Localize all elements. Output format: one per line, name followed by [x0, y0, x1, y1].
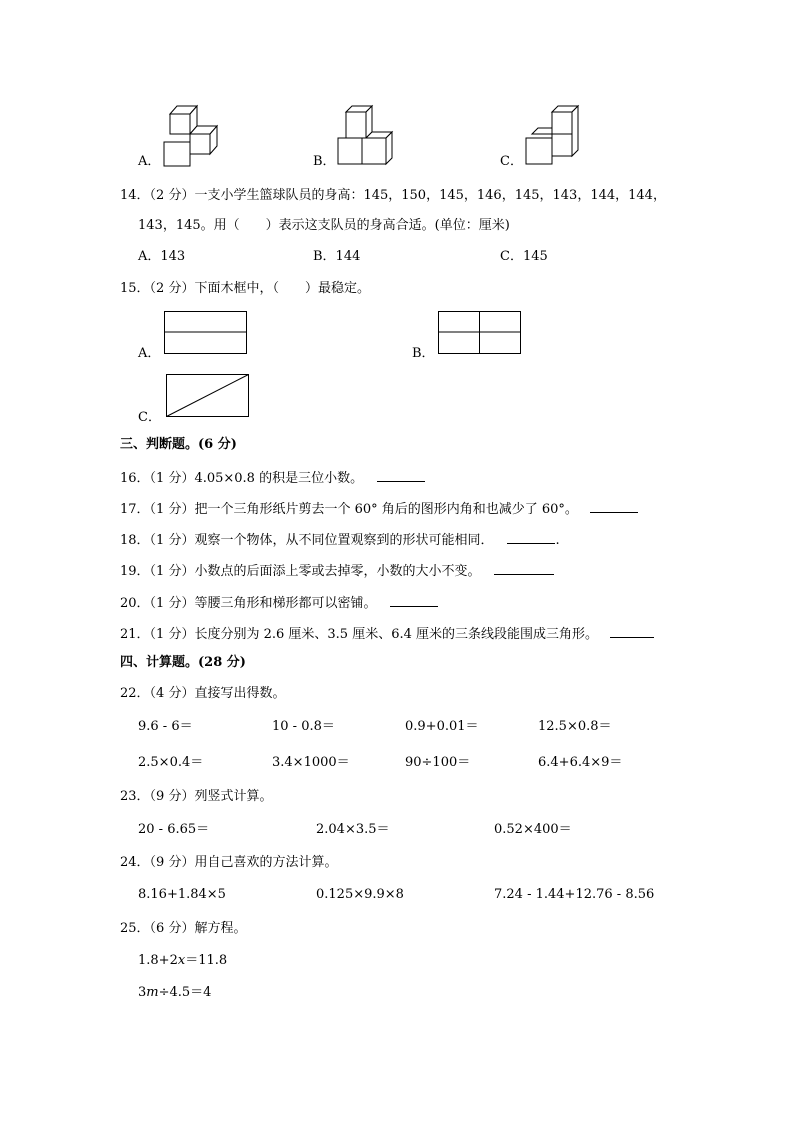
rect-diagonal-figure [166, 374, 250, 418]
cube-stack-c-figure [522, 102, 586, 168]
q25-equation-1 [138, 953, 227, 969]
q24-item-1: 8.16+1.84×5 [138, 887, 226, 902]
q18-period: . [555, 533, 560, 548]
cube-stack-b-figure [334, 102, 398, 168]
section3-heading: 三、判断题。(6 分) [120, 437, 237, 452]
q14-option-b: B．144 [313, 249, 361, 264]
q22-r2-c2: 3.4×1000＝ [272, 755, 350, 770]
q18-text: 18．（1 分）观察一个物体，从不同位置观察到的形状可能相同． [120, 533, 494, 548]
q23-stem: 23．（9 分）列竖式计算。 [120, 789, 273, 804]
q15-option-c-letter: C． [138, 410, 161, 425]
q18 [120, 530, 560, 549]
q20-answer-blank[interactable] [390, 593, 438, 607]
q16-answer-blank[interactable] [377, 468, 425, 482]
q20-text: 20．（1 分）等腰三角形和梯形都可以密铺。 [120, 596, 377, 611]
q20 [120, 593, 438, 612]
q15-option-a-letter: A． [138, 346, 161, 361]
q13-option-a-letter: A． [138, 154, 161, 169]
q14-stem-line1: 14．（2 分）一支小学生篮球队员的身高：145，150，145，146，145，143，144，144， [120, 188, 666, 203]
q14-stem-line2: 143，145。用（ ）表示这支队员的身高合适。(单位：厘米) [138, 218, 510, 233]
q24-item-2: 0.125×9.9×8 [316, 887, 404, 902]
q25-equation-2 [138, 985, 211, 1001]
q22-r1-c1: 9.6 - 6＝ [138, 719, 193, 734]
q16 [120, 468, 425, 487]
q16-text: 16．（1 分）4.05×0.8 的积是三位小数。 [120, 471, 364, 486]
q25-eq1-pre: 1.8+2 [138, 953, 178, 968]
q22-r1-c2: 10 - 0.8＝ [272, 719, 335, 734]
rect-cross-figure [438, 311, 522, 355]
q19 [120, 561, 554, 580]
q22-r1-c3: 0.9+0.01＝ [405, 719, 479, 734]
q21-text: 21．（1 分）长度分别为 2.6 厘米、3.5 厘米、6.4 厘米的三条线段能围成三角形。 [120, 627, 598, 642]
q15-option-b-letter: B． [412, 346, 435, 361]
section4-heading: 四、计算题。(28 分) [120, 655, 246, 670]
q15-stem: 15．（2 分）下面木框中，（ ）最稳定。 [120, 281, 370, 296]
q25-stem: 25．（6 分）解方程。 [120, 921, 247, 936]
q23-item-1: 20 - 6.65＝ [138, 822, 210, 837]
q17-answer-blank[interactable] [590, 499, 638, 513]
rect-horizontal-bar-figure [164, 311, 248, 355]
q22-r1-c4: 12.5×0.8＝ [538, 719, 612, 734]
q25-eq1-var: x [177, 953, 186, 968]
q22-stem: 22．（4 分）直接写出得数。 [120, 686, 286, 701]
q23-item-2: 2.04×3.5＝ [316, 822, 390, 837]
q25-eq2-var: m [146, 985, 159, 1000]
q13-option-c-letter: C． [500, 154, 523, 169]
q22-r2-c3: 90÷100＝ [405, 755, 471, 770]
q14-option-a: A．143 [138, 249, 186, 264]
q18-answer-blank[interactable] [507, 530, 555, 544]
q13-option-b-letter: B． [313, 154, 336, 169]
q25-eq1-post: ＝11.8 [185, 953, 228, 968]
q22-r2-c1: 2.5×0.4＝ [138, 755, 204, 770]
q19-text: 19．（1 分）小数点的后面添上零或去掉零，小数的大小不变。 [120, 564, 481, 579]
q24-item-3: 7.24 - 1.44+12.76 - 8.56 [494, 887, 655, 902]
q24-stem: 24．（9 分）用自己喜欢的方法计算。 [120, 855, 338, 870]
q25-eq2-post: ÷4.5＝4 [158, 985, 212, 1000]
q14-option-c: C．145 [500, 249, 548, 264]
q22-r2-c4: 6.4+6.4×9＝ [538, 755, 623, 770]
q17-text: 17．（1 分）把一个三角形纸片剪去一个 60° 角后的图形内角和也减少了 60°。 [120, 502, 578, 517]
q17 [120, 499, 638, 518]
q23-item-3: 0.52×400＝ [494, 822, 572, 837]
cube-stack-a-figure [160, 102, 224, 168]
q25-eq2-pre: 3 [138, 985, 147, 1000]
q21-answer-blank[interactable] [610, 624, 654, 638]
q19-answer-blank[interactable] [494, 561, 554, 575]
q21 [120, 624, 654, 643]
